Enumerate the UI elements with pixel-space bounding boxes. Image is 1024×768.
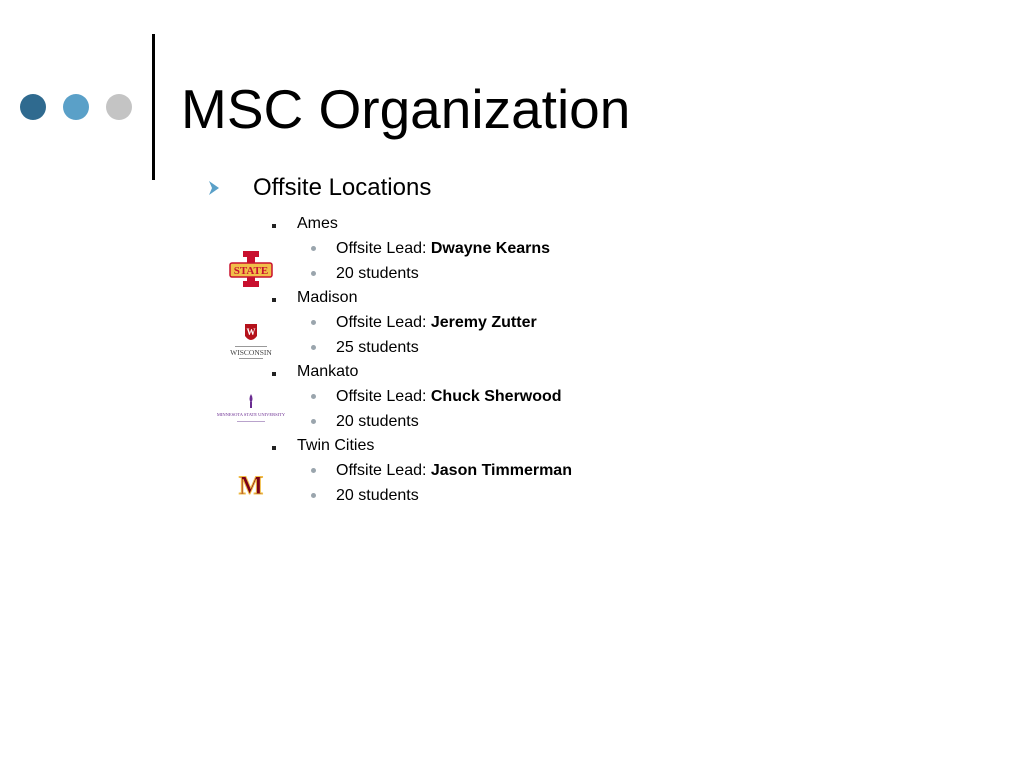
arrow-bullet-icon [208,181,220,195]
location-name-ames: Ames [297,215,338,232]
lead-prefix: Offsite Lead: [336,462,431,479]
dot-bullet-icon [311,468,316,473]
dot-bullet-icon [311,271,316,276]
svg-text:W: W [246,327,256,337]
lead-prefix: Offsite Lead: [336,240,431,257]
student-count-madison: 25 students [336,339,419,356]
lead-name: Jason Timmerman [430,462,572,479]
location-name-mankato: Mankato [297,363,359,380]
offsite-lead-twin-cities [336,461,572,481]
student-count-mankato: 20 students [336,413,419,430]
title-divider [152,34,155,180]
svg-text:WISCONSIN: WISCONSIN [230,348,272,357]
dot-bullet-icon [311,246,316,251]
dot-bullet-icon [311,419,316,424]
minnesota-state-logo-icon [216,390,286,430]
wisconsin-logo-icon [229,322,273,362]
lead-name: Jeremy Zutter [430,314,537,331]
offsite-lead-mankato [336,387,562,407]
svg-text:STATE: STATE [233,265,269,277]
square-bullet-icon [272,446,276,450]
lead-prefix: Offsite Lead: [336,314,431,331]
minnesota-m-logo-icon [229,466,273,506]
offsite-lead-madison [336,313,537,333]
dot-bullet-icon [311,320,316,325]
location-name-madison: Madison [297,289,358,306]
section-heading: Offsite Locations [253,174,432,201]
decor-dot-light [106,94,132,120]
slide-title: MSC Organization [181,78,631,140]
lead-name: Dwayne Kearns [430,240,551,257]
location-name-twin-cities: Twin Cities [297,437,375,454]
lead-prefix: Offsite Lead: [336,388,431,405]
square-bullet-icon [272,298,276,302]
svg-text:M: M [238,471,264,500]
svg-text:MINNESOTA STATE UNIVERSITY: MINNESOTA STATE UNIVERSITY [216,412,286,417]
decor-dot-medium [63,94,89,120]
student-count-twin-cities: 20 students [336,487,419,504]
lead-name: Chuck Sherwood [430,388,562,405]
square-bullet-icon [272,372,276,376]
dot-bullet-icon [311,493,316,498]
square-bullet-icon [272,224,276,228]
offsite-lead-ames [336,239,550,259]
dot-bullet-icon [311,345,316,350]
decor-dot-dark [20,94,46,120]
iowa-state-logo-icon [229,249,273,289]
student-count-ames: 20 students [336,265,419,282]
dot-bullet-icon [311,394,316,399]
